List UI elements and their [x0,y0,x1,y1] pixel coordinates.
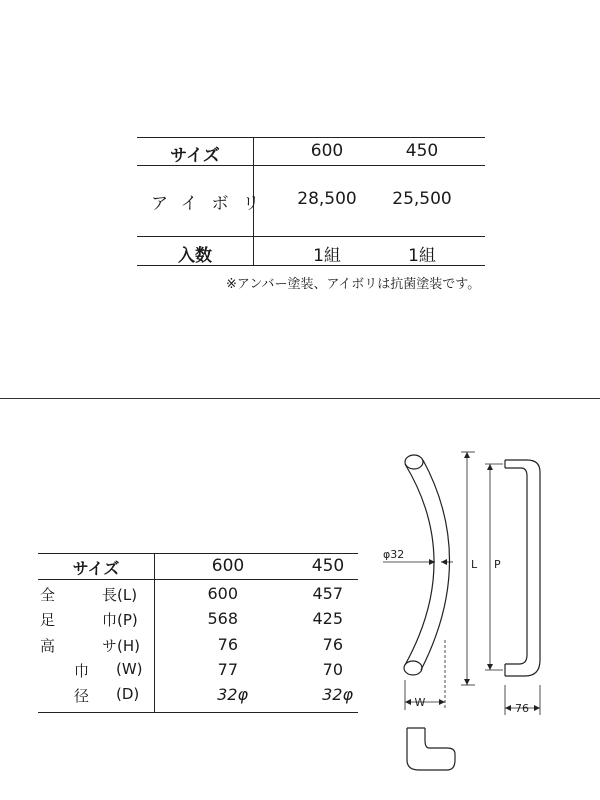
spec-row-label-1: 全 [40,586,56,604]
spec-value: 457 [312,584,343,603]
table-rule [38,579,358,580]
spec-value: 600 [207,584,238,603]
spec-row-label-2b: 巾(P) [102,611,138,629]
price-table [137,137,485,266]
handle-drawing [375,440,575,780]
spec-row-label-3: 高 [40,637,56,655]
spec-row-label-5: 径 [74,687,90,705]
spec-value: 425 [312,609,343,628]
price-ivory-label: アイボリ [151,194,274,214]
price-header-600: 600 [310,141,344,161]
spec-header-600: 600 [211,556,245,576]
spec-row-label-3b: サ(H) [102,637,140,655]
spec-row-label-2: 足 [40,611,56,629]
spec-row-label-4b: (W) [116,660,143,678]
spec-row-label-5b: (D) [116,685,140,703]
spec-value: 76 [322,635,343,654]
diameter-label: φ32 [383,548,405,561]
table-rule [38,712,358,713]
spec-row-label-1b: 長(L) [102,586,138,604]
price-qty-label: 入数 [178,246,212,266]
handle-curve-inner [421,460,450,670]
p-label: P [494,558,501,571]
price-qty-450: 1組 [408,246,436,266]
price-ivory-600: 28,500 [297,189,357,209]
spec-row-label-4: 巾 [74,662,90,680]
spec-table [38,553,358,713]
table-rule [38,553,358,554]
spec-value: 32φ [322,685,353,704]
spec-header-size: サイズ [72,559,120,578]
section-divider [0,398,600,399]
spec-value: 32φ [217,685,248,704]
table-divider [154,553,155,713]
table-rule [137,137,485,138]
table-rule [137,236,485,237]
h-label: 76 [515,702,529,715]
spec-header-450: 450 [311,556,345,576]
spec-value: 70 [322,660,343,679]
spec-value: 77 [217,660,238,679]
price-ivory-450: 25,500 [392,189,452,209]
spec-value: 568 [207,609,238,628]
spec-value: 76 [217,635,238,654]
price-qty-600: 1組 [313,246,341,266]
price-header-450: 450 [405,141,439,161]
l-label: L [471,558,478,571]
price-header-size: サイズ [170,146,220,166]
w-label: W [414,696,426,709]
coating-note: ※アンバー塗装、アイボリは抗菌塗装です。 [226,277,481,292]
